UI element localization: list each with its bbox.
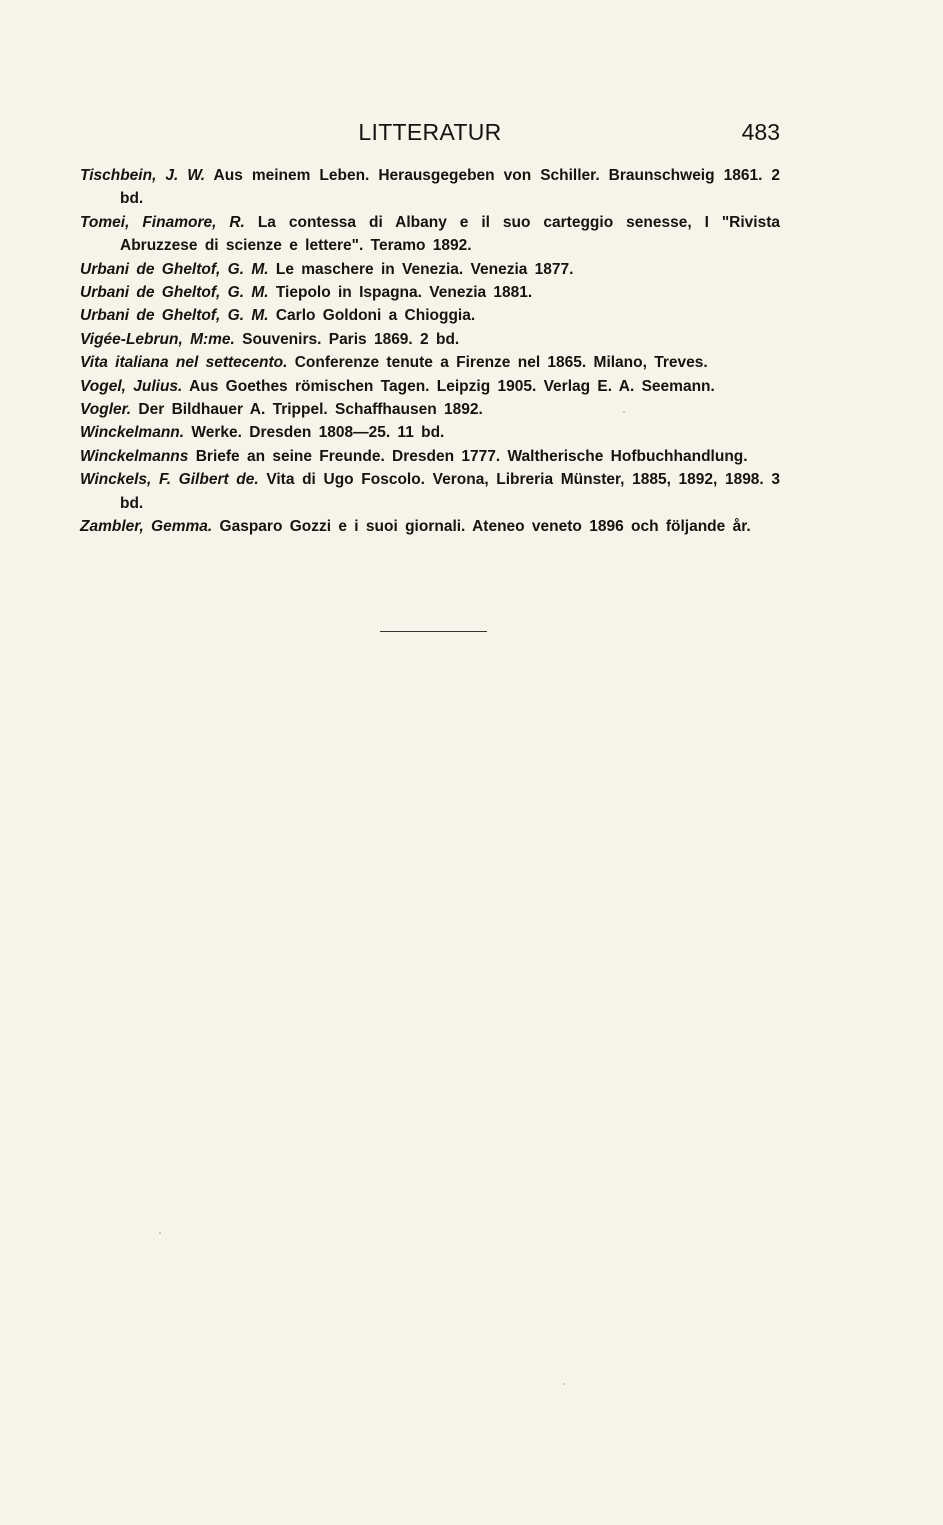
- entry-author: Urbani de Gheltof, G. M.: [80, 260, 269, 278]
- paper-speck: [563, 1383, 565, 1385]
- section-end-rule: [380, 631, 487, 632]
- bibliography-entry: [80, 468, 780, 515]
- entry-text: Souvenirs. Paris 1869. 2 bd.: [242, 330, 460, 348]
- bibliography-entry: [80, 421, 780, 444]
- bibliography-entry: [80, 445, 780, 468]
- entry-text: Gasparo Gozzi e i suoi giornali. Ateneo veneto 1896 och följande år.: [219, 518, 751, 536]
- entry-text: Carlo Goldoni a Chioggia.: [275, 307, 476, 325]
- entry-text: Aus meinem Leben. Herausgegeben von Schiller. Braunschweig 1861. 2 bd.: [120, 167, 780, 208]
- entry-text: Tiepolo in Ispagna. Venezia 1881.: [275, 284, 533, 302]
- entry-text: Werke. Dresden 1808—25. 11 bd.: [191, 424, 445, 442]
- entry-text: Vita di Ugo Foscolo. Verona, Libreria Münster, 1885, 1892, 1898. 3 bd.: [120, 471, 780, 512]
- entry-author: Tomei, Finamore, R.: [80, 213, 245, 231]
- entry-author: Vogler.: [80, 401, 132, 419]
- bibliography-entry: [80, 281, 780, 304]
- bibliography-entry: [80, 375, 780, 398]
- bibliography-list: [80, 164, 780, 539]
- entry-text: Conferenze tenute a Firenze nel 1865. Milano, Treves.: [294, 354, 708, 372]
- bibliography-entry: [80, 211, 780, 258]
- entry-author: Vigée-Lebrun, M:me.: [80, 330, 235, 348]
- bibliography-entry: [80, 398, 780, 421]
- entry-author: Winckelmann.: [80, 424, 185, 442]
- bibliography-entry: [80, 351, 780, 374]
- entry-text: La contessa di Albany e il suo carteggio senesse, I "Rivista Abruzzese di scienze e lettere". Teramo 1892.: [120, 213, 781, 255]
- entry-author: Vogel, Julius.: [80, 377, 183, 395]
- entry-text: Le maschere in Venezia. Venezia 1877.: [275, 260, 574, 278]
- entry-author: Vita italiana nel settecento.: [80, 354, 288, 372]
- entry-author: Tischbein, J. W.: [80, 167, 206, 184]
- entry-text: Der Bildhauer A. Trippel. Schaffhausen 1892.: [138, 401, 483, 419]
- paper-speck: [159, 1232, 161, 1234]
- bibliography-entry: [80, 164, 780, 211]
- page-title: LITTERATUR: [358, 119, 502, 145]
- entry-author: Urbani de Gheltof, G. M.: [80, 307, 269, 325]
- paper-speck: [623, 411, 625, 413]
- entry-author: Winckels, F. Gilbert de.: [80, 471, 259, 489]
- entry-author: Urbani de Gheltof, G. M.: [80, 284, 269, 302]
- entry-author: Winckelmanns: [80, 447, 189, 465]
- bibliography-entry: [80, 304, 780, 327]
- entry-text: Aus Goethes römischen Tagen. Leipzig 1905. Verlag E. A. Seemann.: [189, 377, 715, 395]
- bibliography-entry: [80, 328, 780, 351]
- entry-author: Zambler, Gemma.: [80, 518, 213, 536]
- running-head: [80, 119, 780, 153]
- entry-text: Briefe an seine Freunde. Dresden 1777. Waltherische Hofbuchhandlung.: [195, 447, 748, 465]
- bibliography-entry: [80, 258, 780, 281]
- page-number: 483: [741, 119, 780, 145]
- bibliography-entry: [80, 515, 780, 538]
